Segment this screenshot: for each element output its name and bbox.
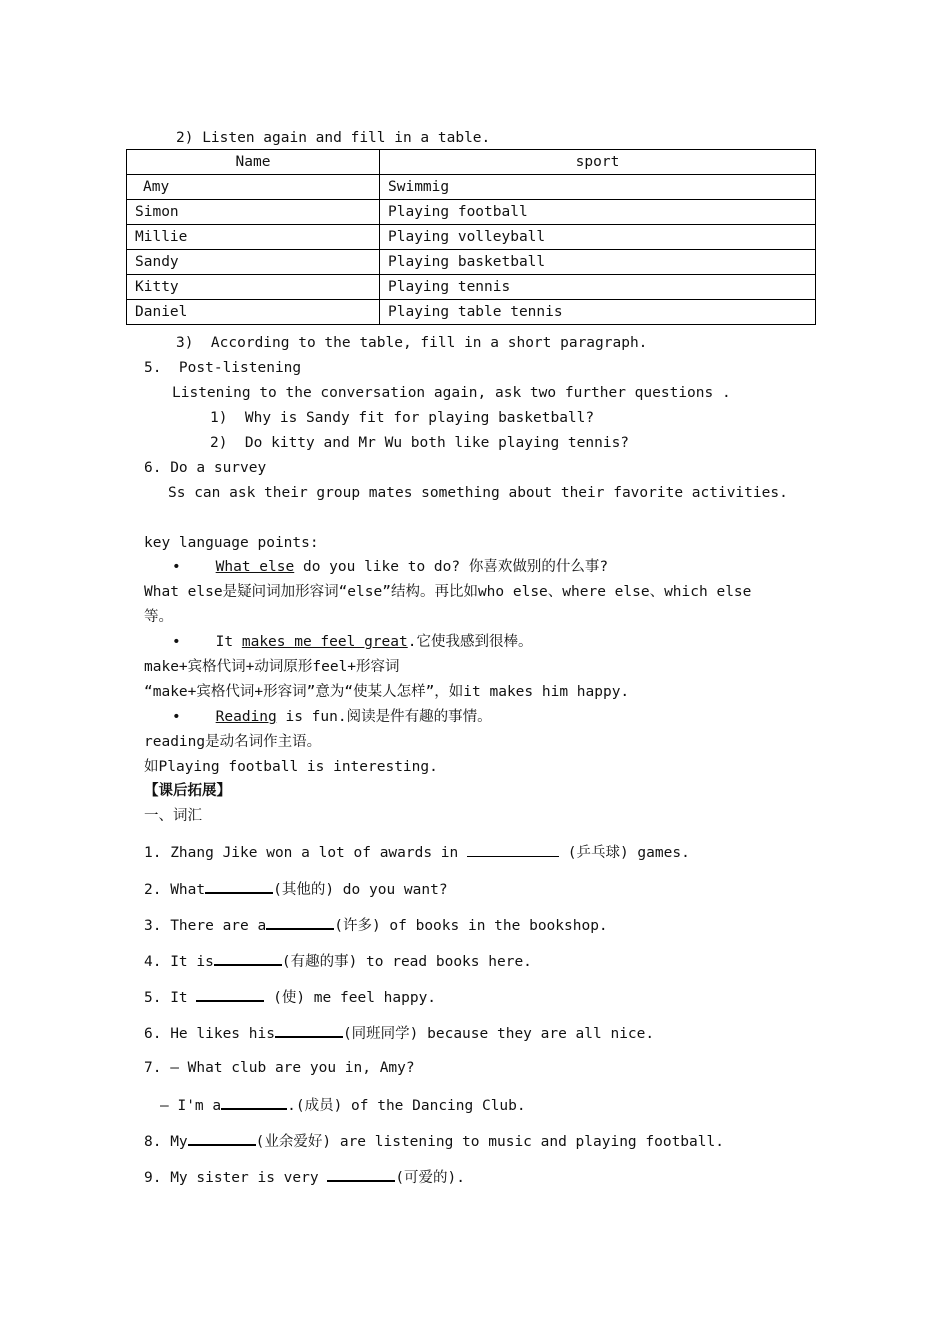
exercise-1 [144, 840, 690, 865]
post-listening-description: Listening to the conversation again, ask two further questions . [172, 385, 731, 401]
cell-name: Amy [127, 175, 380, 200]
post-listening-heading: 5. Post-listening [144, 360, 302, 376]
cell-name: Sandy [127, 250, 380, 275]
kp3-note-2: 如Playing football is interesting. [144, 759, 438, 775]
key-point-3 [172, 705, 492, 729]
kp2-underlined: makes me feel great [241, 634, 408, 650]
exercise-text: (许多) of books in the bookshop. [334, 918, 608, 934]
vocab-heading: 一、词汇 [144, 808, 202, 824]
answer-blank[interactable] [188, 1128, 256, 1146]
table-row [127, 175, 816, 200]
exercise-text: (业余爱好) are listening to music and playing football. [255, 1134, 724, 1150]
cell-sport: Playing volleyball [380, 225, 816, 250]
cell-name: Kitty [127, 275, 380, 300]
cell-name: Simon [127, 200, 380, 225]
exercise-text: 8. My [144, 1134, 188, 1150]
header-name: Name [127, 150, 380, 175]
exercise-2 [144, 876, 448, 902]
table-row [127, 200, 816, 225]
exercise-3 [144, 912, 608, 938]
key-point-1 [172, 555, 608, 579]
kp2-note-2: “make+宾格代词+形容词”意为“使某人怎样”，如it makes him happy. [144, 684, 630, 700]
answer-blank[interactable] [266, 912, 334, 930]
exercise-text: — I'm a [160, 1098, 222, 1114]
table-row [127, 225, 816, 250]
answer-blank[interactable] [221, 1092, 287, 1110]
cell-name: Daniel [127, 300, 380, 325]
answer-blank[interactable] [275, 1020, 343, 1038]
exercise-text: (乒乓球) games. [559, 845, 690, 861]
exercise-text: 5. It [144, 990, 197, 1006]
exercise-text: 6. He likes his [144, 1026, 275, 1042]
bullet-icon: • [172, 559, 181, 575]
cell-sport: Playing football [380, 200, 816, 225]
cell-name: Millie [127, 225, 380, 250]
exercise-text: (有趣的事) to read books here. [281, 954, 532, 970]
header-sport: sport [380, 150, 816, 175]
listen-again-instruction: 2) Listen again and fill in a table. [176, 130, 491, 146]
kp3-note-1: reading是动名词作主语。 [144, 734, 322, 750]
exercise-text: 2. What [144, 882, 206, 898]
table-header-row [127, 150, 816, 175]
further-question-2: 2) Do kitty and Mr Wu both like playing tennis? [210, 435, 630, 451]
answer-blank[interactable] [327, 1164, 395, 1182]
exercise-text: (同班同学) because they are all nice. [342, 1026, 655, 1042]
table-row [127, 300, 816, 325]
survey-description: Ss can ask their group mates something about their favorite activities. [168, 485, 788, 501]
kp2-pre: It [215, 634, 242, 650]
key-points-heading: key language points: [144, 535, 319, 551]
exercise-text: 3. There are a [144, 918, 267, 934]
cell-sport: Playing table tennis [380, 300, 816, 325]
exercise-text: (可爱的). [395, 1170, 466, 1186]
cell-sport: Playing tennis [380, 275, 816, 300]
survey-heading: 6. Do a survey [144, 460, 267, 476]
kp2-note-1: make+宾格代词+动词原形feel+形容词 [144, 659, 400, 675]
exercise-text: 4. It is [144, 954, 214, 970]
answer-blank[interactable] [205, 876, 273, 894]
exercise-text: 9. My sister is very [144, 1170, 328, 1186]
cell-sport: Playing basketball [380, 250, 816, 275]
kp1-note-2: 等。 [144, 609, 173, 625]
exercise-text: .(成员) of the Dancing Club. [287, 1098, 526, 1114]
table-row [127, 275, 816, 300]
bullet-icon: • [172, 709, 181, 725]
answer-blank[interactable] [196, 984, 264, 1002]
bullet-icon: • [172, 634, 181, 650]
kp1-underlined: What else [215, 559, 295, 575]
exercise-text: 1. Zhang Jike won a lot of awards in [144, 845, 468, 861]
step3-instruction: 3) According to the table, fill in a short paragraph. [176, 335, 648, 351]
further-question-1: 1) Why is Sandy fit for playing basketball? [210, 410, 595, 426]
kp1-note-1: What else是疑问词加形容词“else”结构。再比如who else、where else、which else [144, 584, 752, 600]
exercise-text: (使) me feel happy. [264, 990, 437, 1006]
exercise-8 [144, 1128, 724, 1154]
after-class-heading: 【课后拓展】 [144, 783, 231, 799]
exercise-9 [144, 1164, 465, 1190]
kp3-underlined: Reading [215, 709, 277, 725]
exercise-7-question: 7. — What club are you in, Amy? [144, 1060, 415, 1076]
kp1-rest: do you like to do? 你喜欢做别的什么事? [294, 559, 609, 575]
sports-table [126, 149, 816, 325]
exercise-text: (其他的) do you want? [273, 882, 448, 898]
answer-blank[interactable] [214, 948, 282, 966]
answer-blank[interactable] [467, 840, 559, 857]
kp2-rest: .它使我感到很棒。 [407, 634, 533, 650]
key-point-2 [172, 630, 532, 654]
exercise-4 [144, 948, 532, 974]
exercise-7-answer [160, 1092, 526, 1118]
exercise-5 [144, 984, 436, 1010]
kp3-rest: is fun.阅读是件有趣的事情。 [276, 709, 492, 725]
cell-sport: Swimmig [380, 175, 816, 200]
exercise-6 [144, 1020, 654, 1046]
table-row [127, 250, 816, 275]
